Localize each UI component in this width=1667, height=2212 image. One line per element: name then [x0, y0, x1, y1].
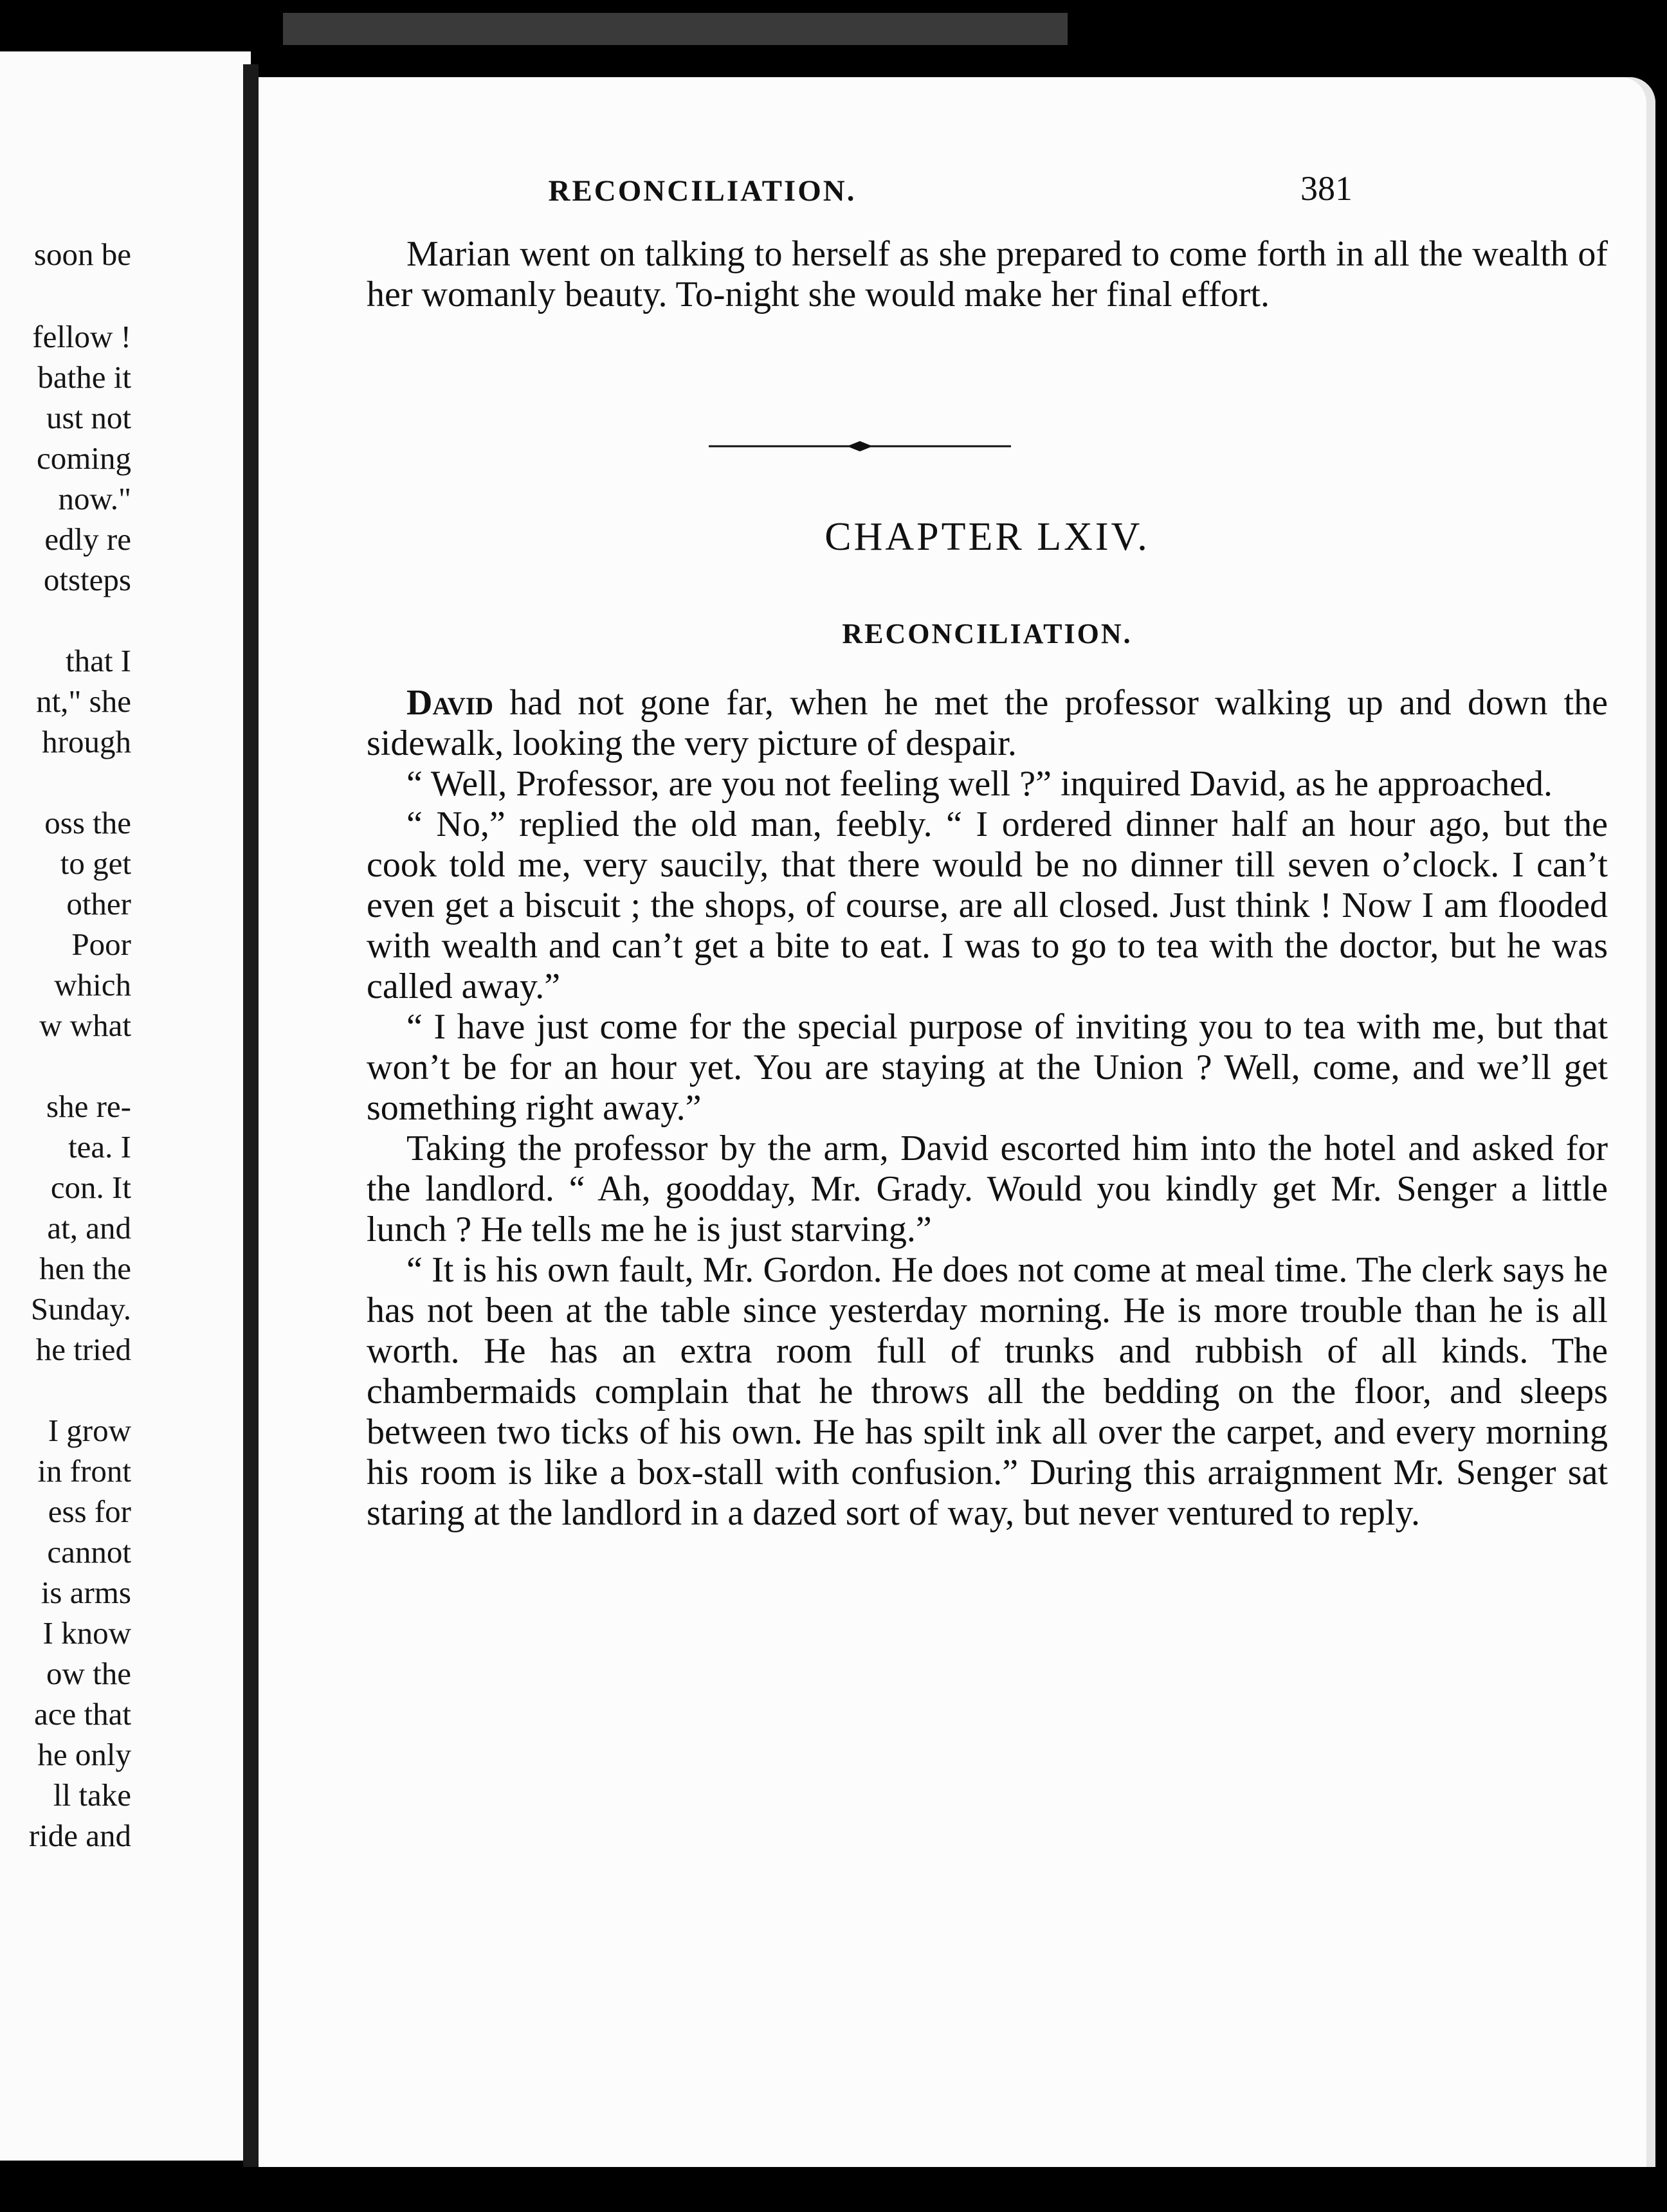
left-page-line: otsteps: [43, 562, 131, 597]
chapter-body: [367, 683, 1608, 1534]
left-page-line: ust not: [46, 400, 131, 435]
left-page-line: tea. I: [68, 1129, 131, 1165]
first-paragraph-text: had not gone far, when he met the professor walking up and down the sidewalk, looking the very picture of despair.: [367, 683, 1608, 763]
left-page-line: bathe it: [37, 359, 131, 395]
running-head: RECONCILIATION.: [548, 174, 857, 208]
left-page-line: to get: [60, 846, 131, 881]
left-page-line: ess for: [48, 1494, 131, 1529]
left-page-line: ride and: [28, 1818, 131, 1853]
left-page-line: cannot: [47, 1534, 131, 1570]
left-page-line: fellow !: [32, 319, 131, 354]
left-page-line: that I: [65, 643, 131, 678]
left-page-line: Sunday.: [30, 1291, 131, 1327]
left-page-line: she re-: [46, 1089, 131, 1124]
book-gutter: [243, 64, 259, 2167]
left-page-line: ow the: [46, 1656, 131, 1691]
paragraph: “ It is his own fault, Mr. Gordon. He does not come at meal time. The clerk says he has not been at the table since yesterday morning. He is more trouble than he is all worth. He has an extra room full of trunks and rubbish of all kinds. The chambermaids complain that he throws all the bedding on the floor, and sleeps between two ticks of his own. He has spilt ink all over the carpet, and every morning his room is like a box-stall with confusion.” During this arraignment Mr. Senger sat staring at the landlord in a dazed sort of way, but never ventured to reply.: [367, 1250, 1608, 1533]
left-page-line: coming: [37, 440, 131, 476]
left-page-line: w what: [39, 1008, 131, 1043]
left-page-line: nt," she: [36, 684, 131, 719]
left-page: [0, 51, 251, 2161]
paragraph: “ Well, Professor, are you not feeling well ?” inquired David, as he approached.: [406, 764, 1553, 804]
drop-word: David: [406, 683, 494, 723]
left-page-line: is arms: [41, 1575, 131, 1610]
divider-ornament-icon: [709, 440, 1011, 453]
scan-bottom-border: [0, 2167, 1667, 2212]
book-spine-edge: [283, 13, 1068, 45]
right-page: [259, 77, 1655, 2167]
left-page-line: Poor: [71, 927, 131, 962]
left-page-line: edly re: [44, 521, 131, 557]
left-page-line: he tried: [35, 1332, 131, 1367]
left-page-line: ace that: [34, 1696, 131, 1732]
opening-paragraph: Marian went on talking to herself as she prepared to come forth in all the wealth of her womanly beauty. To-night she would make her final effort.: [367, 234, 1608, 314]
paragraph: Taking the professor by the arm, David escorted him into the hotel and asked for the landlord. “ Ah, goodday, Mr. Grady. Would you kindly get Mr. Senger a little lunch ? He tells me he is just starving.”: [367, 1129, 1608, 1249]
left-page-line: hrough: [42, 724, 131, 759]
left-page-line: soon be: [33, 237, 131, 272]
left-page-line: con. It: [50, 1170, 131, 1205]
left-page-line: oss the: [44, 805, 131, 840]
left-page-line: he only: [37, 1737, 131, 1772]
left-page-line: ll take: [53, 1777, 131, 1813]
chapter-subtitle: RECONCILIATION.: [842, 618, 1133, 649]
paragraph: “ I have just come for the special purpose of inviting you to tea with me, but that won’t be for an hour yet. You are staying at the Union ? Well, come, and we’ll get something right away.”: [367, 1007, 1608, 1128]
first-paragraph: [367, 683, 1608, 764]
left-page-line: at, and: [47, 1210, 131, 1246]
left-page-line: other: [66, 886, 131, 921]
chapter-title: CHAPTER LXIV.: [824, 515, 1150, 559]
left-page-line: I grow: [48, 1413, 131, 1448]
left-page-line: now.": [58, 481, 131, 516]
left-page-line: I know: [42, 1615, 131, 1651]
opening-paragraph-block: [367, 234, 1608, 315]
left-page-line: in front: [37, 1453, 131, 1489]
page-number: 381: [1300, 169, 1353, 208]
paragraph: “ No,” replied the old man, feebly. “ I ordered dinner half an hour ago, but the cook told me, very saucily, that there would be no dinner till seven o’clock. I can’t even get a biscuit ; the shops, of course, are all closed. Just think ! Now I am flooded with wealth and can’t get a bite to eat. I was to go to tea with the doctor, but he was called away.”: [367, 804, 1608, 1006]
left-page-line: hen the: [39, 1251, 131, 1286]
left-page-line: which: [54, 967, 131, 1002]
